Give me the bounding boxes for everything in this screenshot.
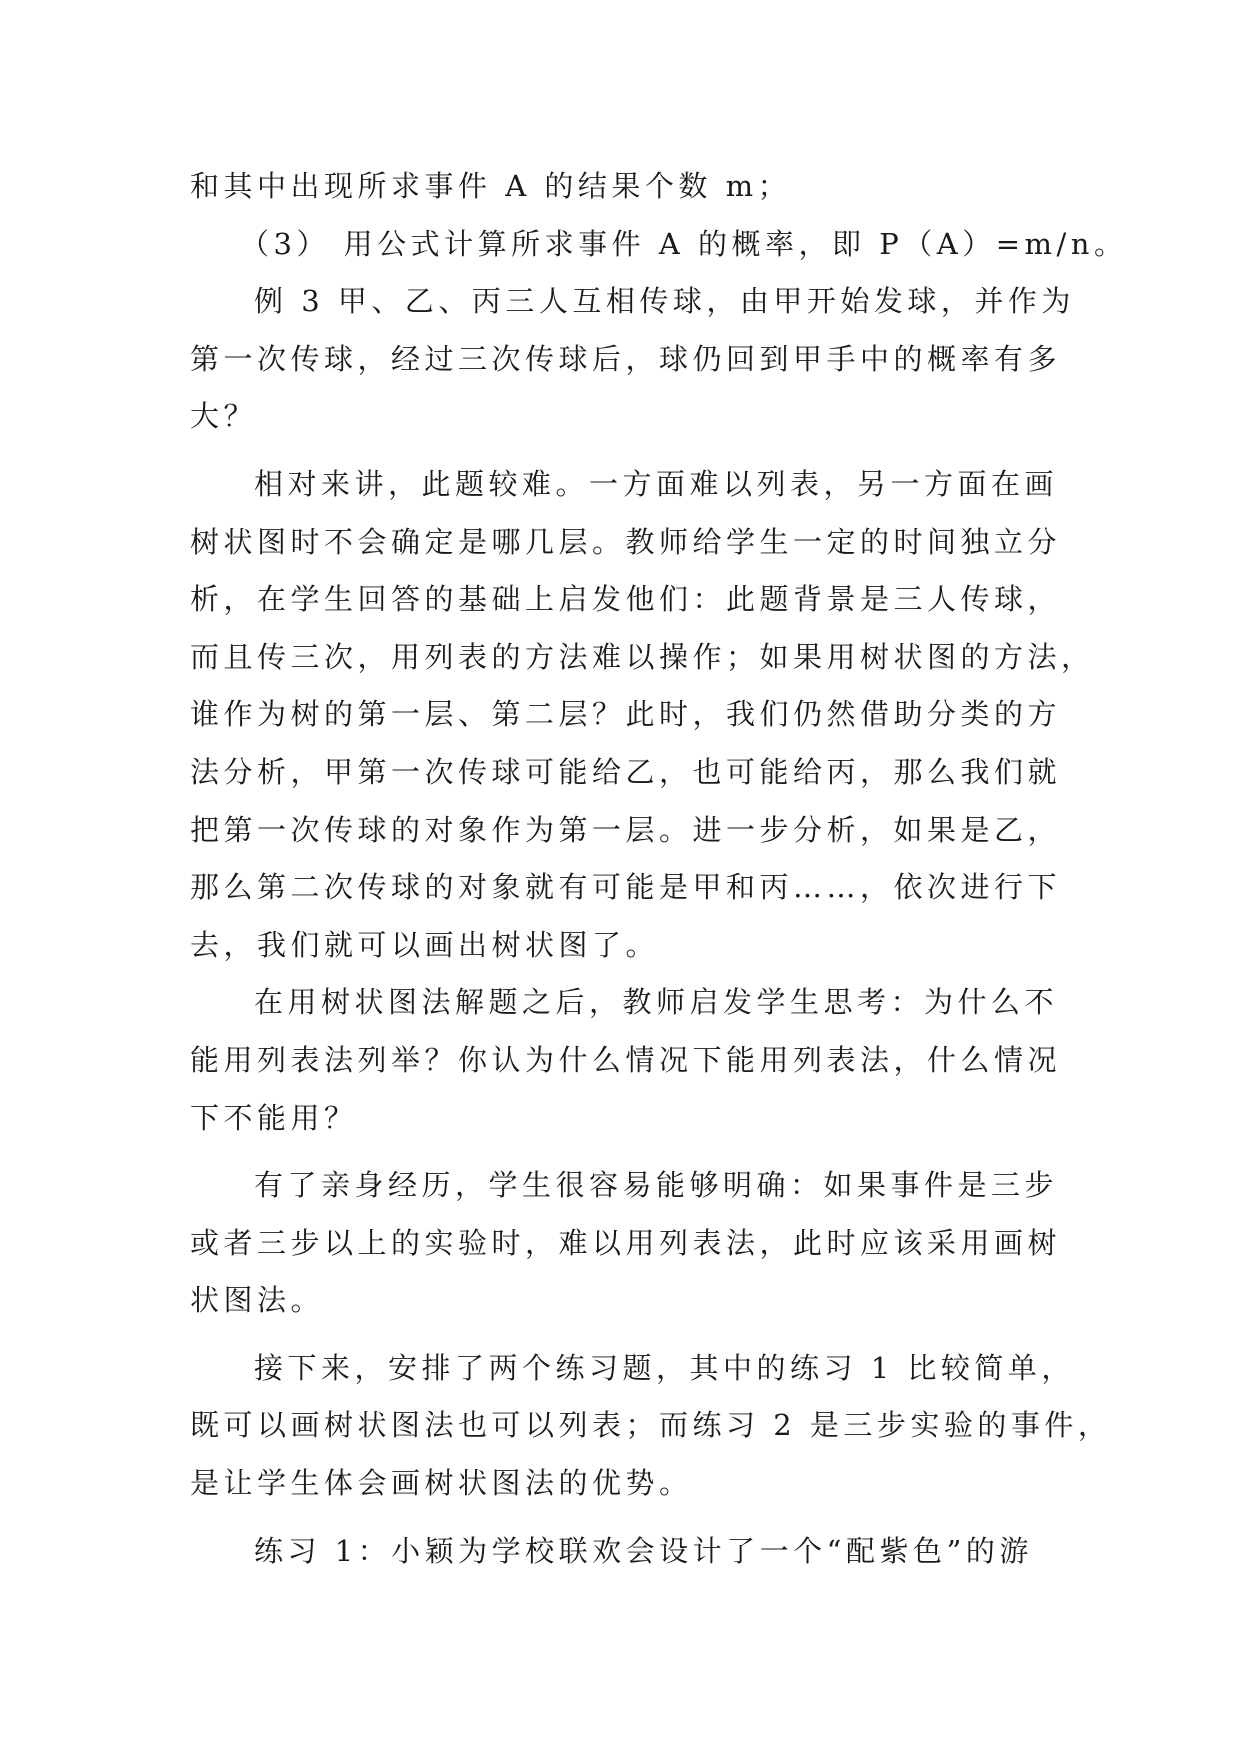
text-line: 析，在学生回答的基础上启发他们：此题背景是三人传球， bbox=[190, 582, 1062, 617]
paragraph-gap bbox=[190, 1330, 1052, 1340]
text-line: 练习 1：小颖为学校联欢会设计了一个“配紫色”的游 bbox=[254, 1533, 1033, 1568]
text-line: 树状图时不会确定是哪几层。教师给学生一定的时间独立分 bbox=[190, 524, 1062, 559]
text-line: 下不能用？ bbox=[190, 1100, 358, 1135]
text-line: 有了亲身经历，学生很容易能够明确：如果事件是三步 bbox=[254, 1168, 1059, 1203]
text-line: 把第一次传球的对象作为第一层。进一步分析，如果是乙， bbox=[190, 812, 1062, 847]
text-line: 和其中出现所求事件 A 的结果个数 m； bbox=[190, 169, 792, 203]
text-line: （3） 用公式计算所求事件 A 的概率，即 P（A）=m/n。 bbox=[240, 226, 1128, 261]
text-line: 既可以画树状图法也可以列表；而练习 2 是三步实验的事件， bbox=[190, 1408, 1112, 1443]
text-line: 或者三步以上的实验时，难以用列表法，此时应该采用画树 bbox=[190, 1225, 1062, 1260]
paragraph-gap bbox=[190, 1513, 1052, 1523]
paragraph-gap bbox=[190, 1147, 1052, 1157]
text-line: 相对来讲，此题较难。一方面难以列表，另一方面在画 bbox=[254, 466, 1059, 501]
text-line: 而且传三次，用列表的方法难以操作；如果用树状图的方法， bbox=[190, 639, 1095, 674]
text-line: 例 3 甲、乙、丙三人互相传球，由甲开始发球，并作为 bbox=[254, 284, 1075, 319]
text-line: 状图法。 bbox=[190, 1283, 325, 1318]
paragraph-gap bbox=[190, 446, 1052, 456]
text-line: 是让学生体会画树状图法的优势。 bbox=[190, 1466, 693, 1501]
text-line: 能用列表法列举？你认为什么情况下能用列表法，什么情况 bbox=[190, 1042, 1062, 1077]
text-line: 法分析，甲第一次传球可能给乙，也可能给丙，那么我们就 bbox=[190, 754, 1062, 789]
text-line: 在用树状图法解题之后，教师启发学生思考：为什么不 bbox=[254, 985, 1059, 1020]
text-line: 去，我们就可以画出树状图了。 bbox=[190, 927, 660, 962]
text-line: 大？ bbox=[190, 399, 258, 434]
text-line: 那么第二次传球的对象就有可能是甲和丙……，依次进行下 bbox=[190, 870, 1062, 905]
document-page bbox=[190, 158, 1128, 1580]
text-line: 第一次传球，经过三次传球后，球仍回到甲手中的概率有多 bbox=[190, 341, 1062, 376]
text-line: 谁作为树的第一层、第二层？此时，我们仍然借助分类的方 bbox=[190, 697, 1062, 732]
text-line: 接下来，安排了两个练习题，其中的练习 1 比较简单， bbox=[254, 1350, 1075, 1385]
